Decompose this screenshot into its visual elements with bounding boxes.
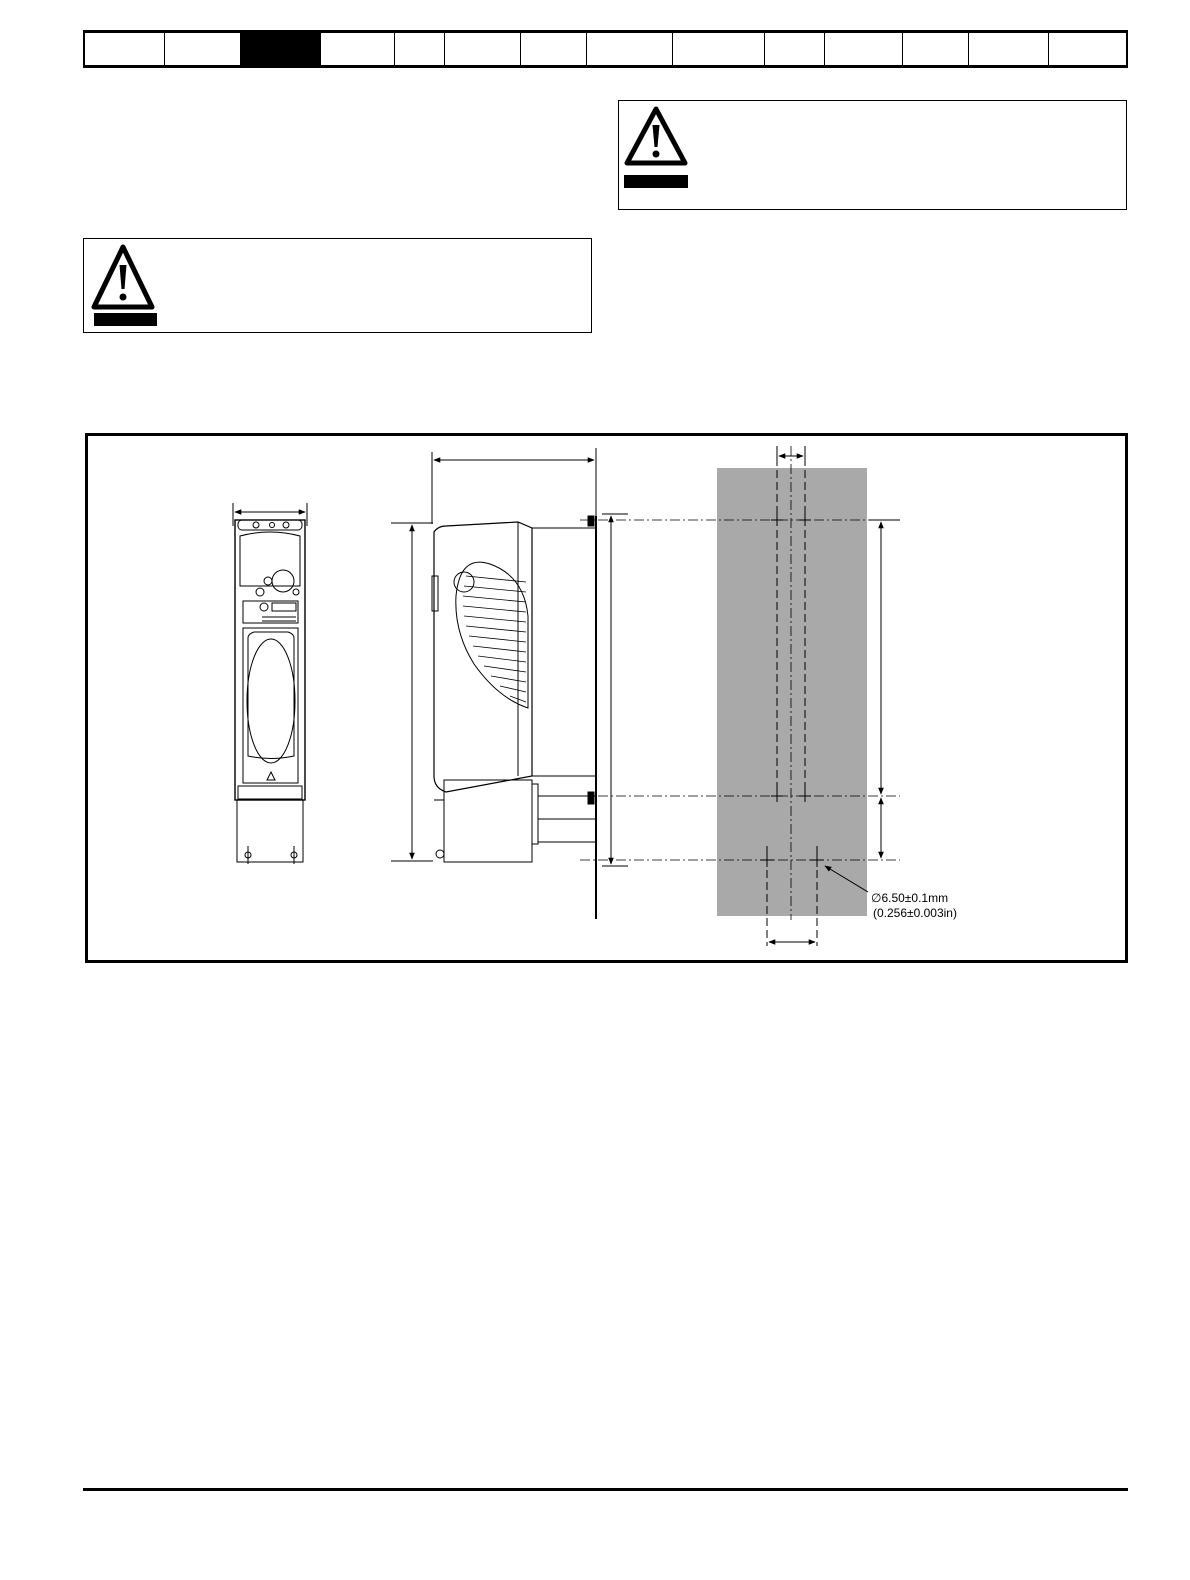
warning-label-bar bbox=[624, 175, 688, 188]
warning-box-left bbox=[83, 238, 592, 333]
header-tab[interactable] bbox=[395, 33, 445, 65]
drive-dimensions-figure bbox=[85, 433, 1128, 963]
header-tab[interactable] bbox=[85, 33, 165, 65]
header-tab-bar bbox=[83, 30, 1128, 68]
header-tab[interactable] bbox=[587, 33, 673, 65]
warning-label-bar bbox=[94, 313, 157, 326]
warning-triangle-icon bbox=[90, 243, 156, 311]
warning-triangle-icon bbox=[623, 105, 689, 167]
header-tab[interactable] bbox=[825, 33, 903, 65]
header-tab[interactable] bbox=[969, 33, 1049, 65]
footer-rule bbox=[83, 1488, 1128, 1491]
header-tab[interactable] bbox=[521, 33, 587, 65]
header-tab[interactable] bbox=[165, 33, 241, 65]
drive-front-view bbox=[233, 503, 307, 864]
dimension-drawing bbox=[88, 436, 1125, 960]
header-tab-active[interactable] bbox=[241, 33, 321, 65]
header-tab[interactable] bbox=[445, 33, 521, 65]
hole-diameter-imperial-label: (0.256±0.003in) bbox=[873, 906, 957, 920]
mounting-hole-template bbox=[580, 446, 957, 946]
warning-box-right bbox=[618, 100, 1127, 210]
header-tab[interactable] bbox=[1049, 33, 1126, 65]
hole-diameter-label: ∅6.50±0.1mm bbox=[871, 891, 949, 905]
drive-side-view bbox=[391, 448, 596, 919]
header-tab[interactable] bbox=[673, 33, 765, 65]
header-tab[interactable] bbox=[903, 33, 969, 65]
header-tab[interactable] bbox=[765, 33, 825, 65]
mounting-panel bbox=[717, 468, 867, 916]
header-tab[interactable] bbox=[321, 33, 395, 65]
